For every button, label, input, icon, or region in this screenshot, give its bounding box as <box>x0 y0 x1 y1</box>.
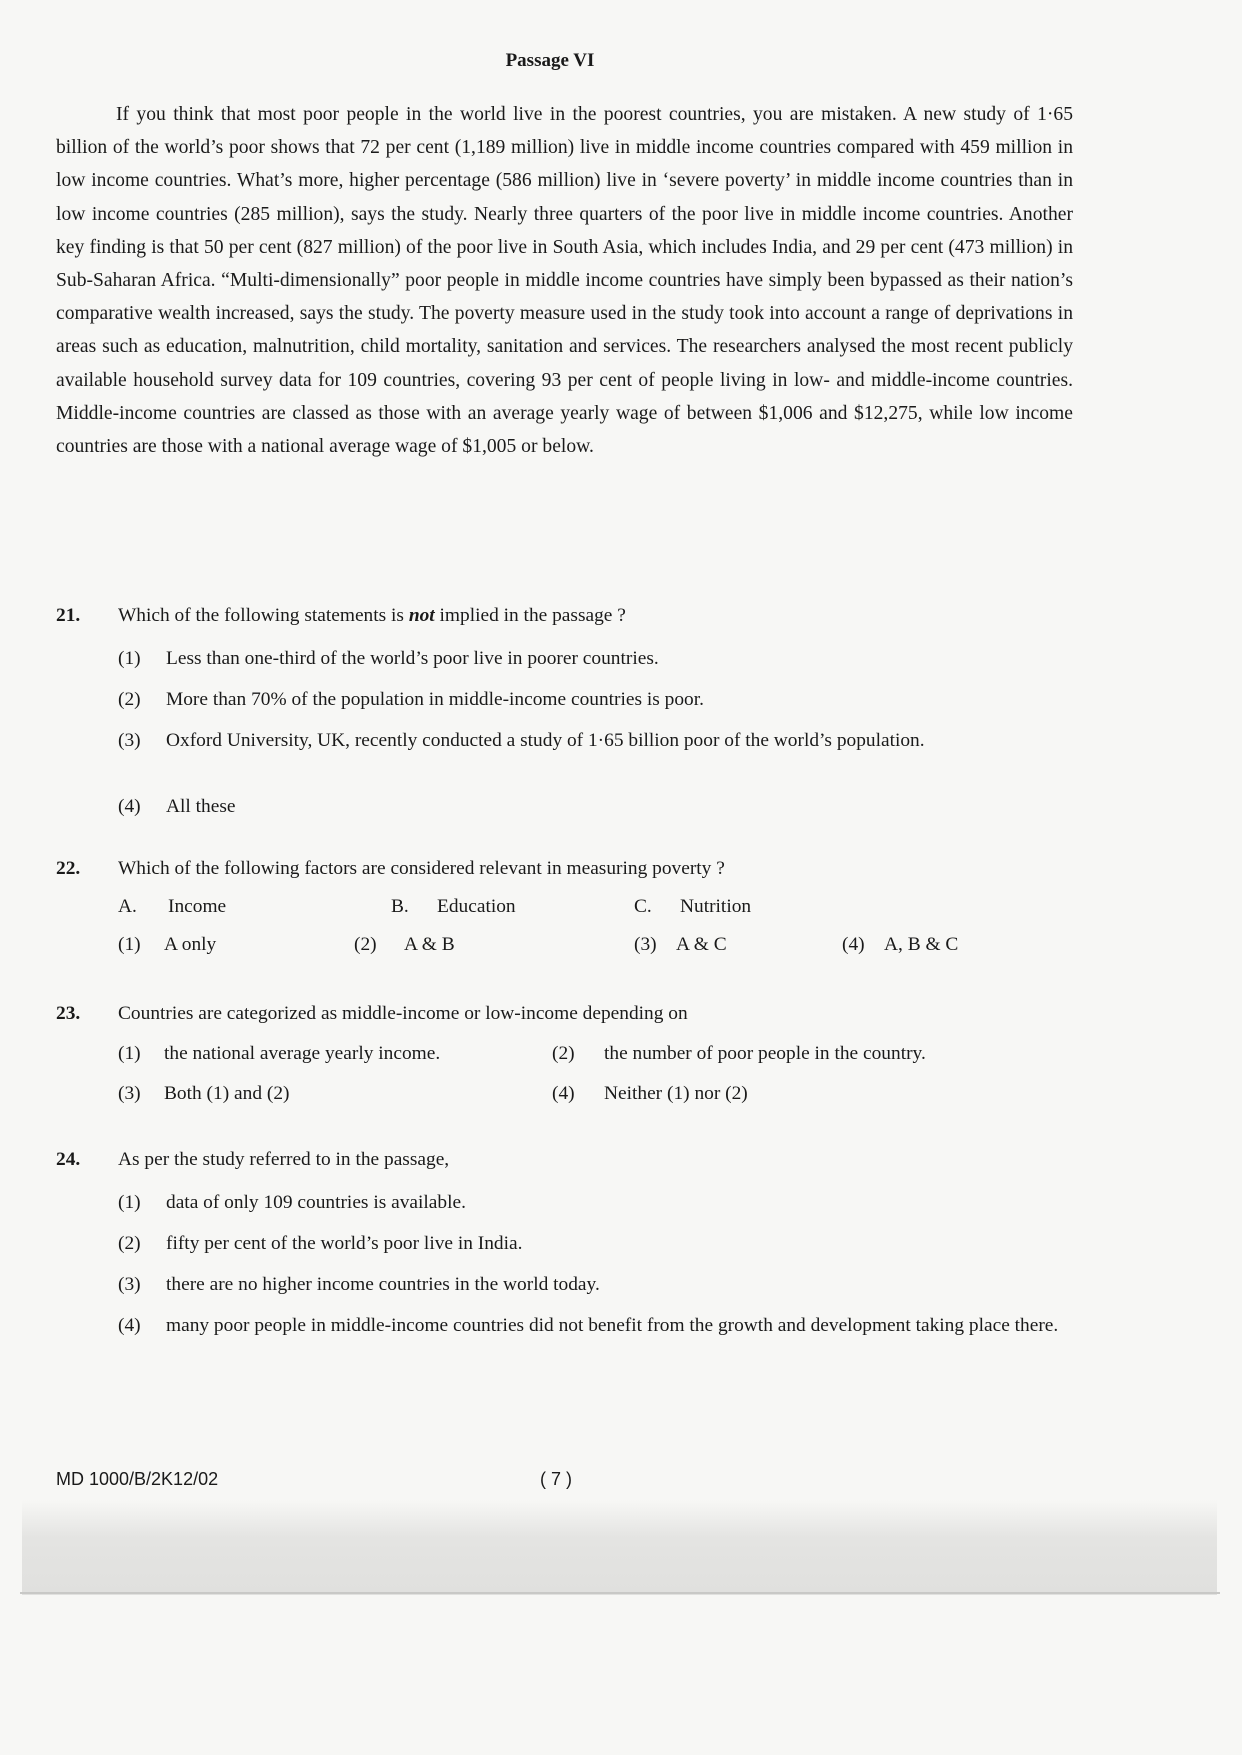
question-number: 24. <box>56 1149 81 1170</box>
option-text: there are no higher income countries in the world today. <box>166 1274 600 1295</box>
question-text <box>118 605 1073 627</box>
question-text: As per the study referred to in the passage, <box>118 1149 450 1170</box>
option-number: (1) <box>118 1043 141 1064</box>
question-text-part: Which of the following statements is <box>118 605 409 626</box>
footer-page-number: ( 7 ) <box>540 1469 573 1489</box>
option-number: (2) <box>354 934 377 955</box>
option-text: the number of poor people in the country. <box>604 1043 926 1064</box>
option-number: (3) <box>118 1083 141 1104</box>
option-number: (1) <box>118 1192 141 1213</box>
item-text: Education <box>437 896 516 917</box>
passage-text: If you think that most poor people in the world live in the poorest countries, you are mistaken. A new study of 1·65 billion of the world’s poor shows that 72 per cent (1,189 million) live in middle income countries compared with 459 million in low income countries. What’s more, higher percentage (586 million) live in ‘severe poverty’ in middle income countries than in low income countries (285 million), says the study. Nearly three quarters of the poor live in middle income countries. Another key finding is that 50 per cent (827 million) of the poor live in South Asia, which includes India, and 29 per cent (473 million) in Sub-Saharan Africa. “Multi-dimensionally” poor people in middle income countries have simply been bypassed as their nation’s comparative wealth increased, says the study. The poverty measure used in the study took into account a range of deprivations in areas such as education, malnutrition, child mortality, sanitation and services. The researchers analysed the most recent publicly available household survey data for 109 countries, covering 93 per cent of people living in low- and middle-income countries. Middle-income countries are classed as those with an average yearly wage of between $1,006 and $12,275, while low income countries are those with a national average wage of $1,005 or below. <box>56 104 1073 458</box>
option-text: A & C <box>676 934 727 955</box>
option-text: fifty per cent of the world’s poor live in India. <box>166 1233 523 1254</box>
option-text: All these <box>166 796 236 817</box>
option-number: (1) <box>118 934 141 955</box>
item-text: Income <box>168 896 227 917</box>
option-number: (4) <box>842 934 865 955</box>
option-text: A only <box>164 934 217 955</box>
question-number: 22. <box>56 858 81 879</box>
question-number: 23. <box>56 1003 81 1024</box>
option-text: More than 70% of the population in middle-income countries is poor. <box>166 689 704 710</box>
option-text: A & B <box>404 934 455 955</box>
item-label: A. <box>118 896 137 917</box>
item-text: Nutrition <box>680 896 752 917</box>
option-number: (2) <box>118 689 141 710</box>
option-number: (3) <box>118 730 141 751</box>
option-text: Less than one-third of the world’s poor live in poorer countries. <box>166 648 659 669</box>
question-text: Countries are categorized as middle-income or low-income depending on <box>118 1003 688 1024</box>
option-number: (1) <box>118 648 141 669</box>
passage-title: Passage VI <box>505 50 595 71</box>
question-text: Which of the following factors are considered relevant in measuring poverty ? <box>118 858 725 879</box>
option-text: Neither (1) nor (2) <box>604 1083 748 1104</box>
option-number: (3) <box>118 1274 141 1295</box>
option-text: A, B & C <box>884 934 959 955</box>
option-number: (4) <box>118 796 141 817</box>
question-number: 21. <box>56 605 81 626</box>
option-number: (4) <box>118 1315 141 1336</box>
option-number: (3) <box>634 934 657 955</box>
option-number: (2) <box>552 1043 575 1064</box>
option-text: data of only 109 countries is available. <box>166 1192 466 1213</box>
item-label: B. <box>391 896 409 917</box>
question-emphasis: not <box>408 605 435 626</box>
option-text: the national average yearly income. <box>164 1043 441 1064</box>
option-number: (2) <box>118 1233 141 1254</box>
item-label: C. <box>634 896 652 917</box>
question-text-part: implied in the passage ? <box>434 605 626 626</box>
option-text: Both (1) and (2) <box>164 1083 290 1104</box>
option-number: (4) <box>552 1083 575 1104</box>
scan-edge-line <box>20 1592 1220 1594</box>
footer-booklet-code: MD 1000/B/2K12/02 <box>56 1469 219 1489</box>
option-text: many poor people in middle-income countries did not benefit from the growth and development taking place there. <box>166 1315 1059 1336</box>
option-text: Oxford University, UK, recently conducted a study of 1·65 billion poor of the world’s population. <box>166 730 925 751</box>
scan-shadow <box>22 1500 1217 1595</box>
